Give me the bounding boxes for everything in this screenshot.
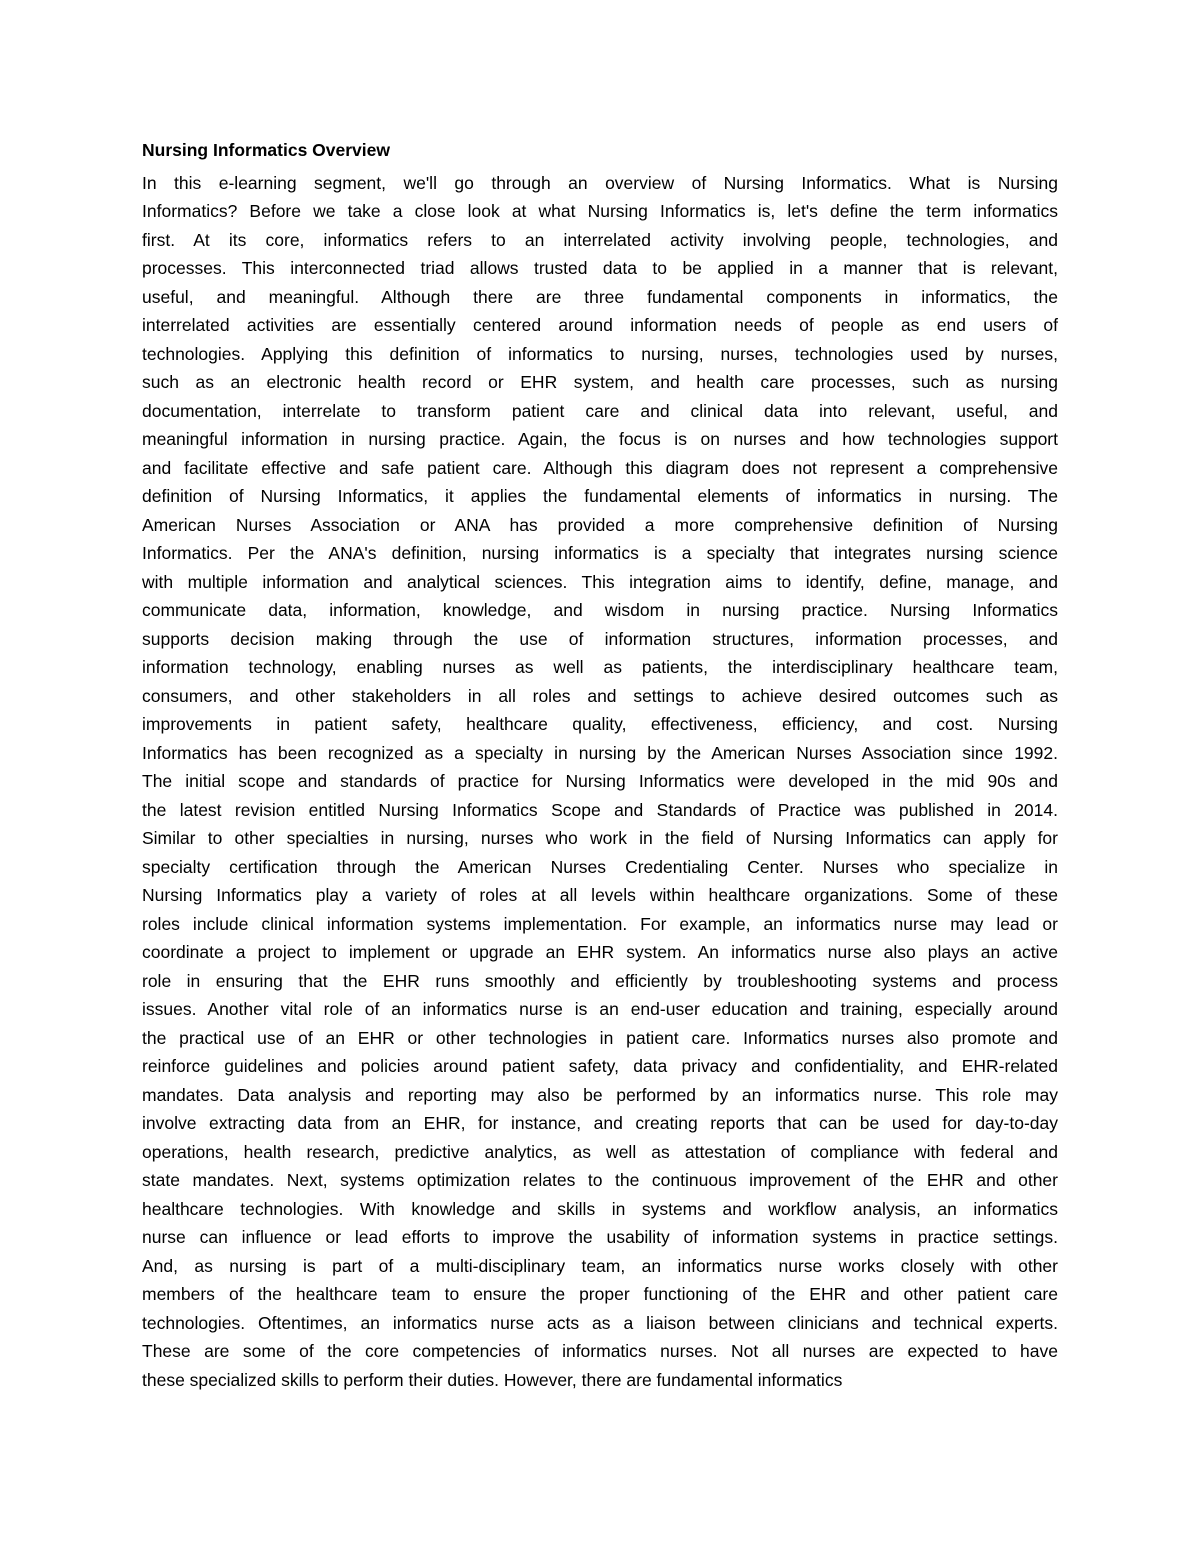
body-text-line: processes. This interconnected triad allows trusted data to be applied in a manner that is relevant, — [142, 258, 1058, 278]
body-text-line: operations, health research, predictive analytics, as well as attestation of compliance with federal and — [142, 1141, 1058, 1162]
body-text-line: improvements in patient safety, healthcare quality, effectiveness, efficiency, and cost. Nursing — [142, 714, 1058, 734]
body-text-line: These are some of the core competencies of informatics nurses. Not all nurses are expected to have — [142, 1341, 1058, 1361]
document-body — [142, 169, 1058, 1395]
body-text-line: with multiple information and analytical sciences. This integration aims to identify, define, manage, and — [142, 571, 1058, 592]
body-text-line: healthcare technologies. With knowledge and skills in systems and workflow analysis, an informatics — [142, 1198, 1058, 1219]
body-text-line: involve extracting data from an EHR, for instance, and creating reports that can be used for day-to-day — [142, 1113, 1058, 1133]
body-text-line: the practical use of an EHR or other technologies in patient care. Informatics nurses also promote and — [142, 1027, 1058, 1048]
body-text-line: meaningful information in nursing practice. Again, the focus is on nurses and how technologies support — [142, 429, 1058, 449]
body-text-line: role in ensuring that the EHR runs smoothly and efficiently by troubleshooting systems and process — [142, 970, 1058, 991]
body-text-line: supports decision making through the use of information structures, information processes, and — [142, 628, 1058, 649]
body-text-line: members of the healthcare team to ensure the proper functioning of the EHR and other patient care — [142, 1284, 1058, 1304]
body-text-line: technologies. Applying this definition of informatics to nursing, nurses, technologies used by nurses, — [142, 343, 1058, 364]
body-text-line: In this e-learning segment, we'll go through an overview of Nursing Informatics. What is Nursing — [142, 172, 1058, 193]
body-text-line: Informatics has been recognized as a specialty in nursing by the American Nurses Association since 1992. — [142, 742, 1058, 763]
body-text-line: nurse can influence or lead efforts to improve the usability of information systems in practice settings. — [142, 1227, 1058, 1247]
body-text-line: information technology, enabling nurses as well as patients, the interdisciplinary healthcare team, — [142, 657, 1058, 677]
body-text-line: and facilitate effective and safe patient care. Although this diagram does not represent a comprehensive — [142, 457, 1058, 478]
body-text-line: Informatics. Per the ANA's definition, nursing informatics is a specialty that integrates nursing science — [142, 543, 1058, 563]
body-text-line: Nursing Informatics play a variety of roles at all levels within healthcare organizations. Some of these — [142, 885, 1058, 905]
document-title: Nursing Informatics Overview — [142, 140, 390, 160]
body-text-line: reinforce guidelines and policies around patient safety, data privacy and confidentiality, and EHR-related — [142, 1056, 1058, 1076]
body-text-line: documentation, interrelate to transform patient care and clinical data into relevant, useful, and — [142, 400, 1058, 421]
body-text-line: state mandates. Next, systems optimization relates to the continuous improvement of the EHR and other — [142, 1170, 1058, 1190]
body-text-line: the latest revision entitled Nursing Informatics Scope and Standards of Practice was published in 2014. — [142, 799, 1058, 820]
body-text-line: specialty certification through the American Nurses Credentialing Center. Nurses who specialize in — [142, 856, 1058, 877]
body-text-line: Informatics? Before we take a close look at what Nursing Informatics is, let's define the term informatics — [142, 201, 1058, 221]
body-text-line: communicate data, information, knowledge, and wisdom in nursing practice. Nursing Informatics — [142, 600, 1058, 620]
document-page — [142, 136, 1058, 1394]
body-text-line: The initial scope and standards of practice for Nursing Informatics were developed in the mid 90s and — [142, 771, 1058, 791]
body-text-line: issues. Another vital role of an informatics nurse is an end-user education and training, especially around — [142, 999, 1058, 1019]
body-text-line: definition of Nursing Informatics, it applies the fundamental elements of informatics in nursing. The — [142, 486, 1058, 506]
body-text-line: coordinate a project to implement or upgrade an EHR system. An informatics nurse also plays an active — [142, 942, 1058, 962]
body-text-line: technologies. Oftentimes, an informatics nurse acts as a liaison between clinicians and technical experts. — [142, 1312, 1058, 1333]
body-text-line: interrelated activities are essentially centered around information needs of people as end users of — [142, 315, 1058, 335]
body-text-line: such as an electronic health record or EHR system, and health care processes, such as nursing — [142, 372, 1058, 392]
body-text-line: consumers, and other stakeholders in all roles and settings to achieve desired outcomes such as — [142, 685, 1058, 706]
body-text-line: roles include clinical information systems implementation. For example, an informatics nurse may lead or — [142, 913, 1058, 934]
body-text-line: And, as nursing is part of a multi-disciplinary team, an informatics nurse works closely with other — [142, 1255, 1058, 1276]
body-text-line: American Nurses Association or ANA has provided a more comprehensive definition of Nursing — [142, 514, 1058, 535]
body-text-line: Similar to other specialties in nursing, nurses who work in the field of Nursing Informatics can apply for — [142, 828, 1058, 848]
body-text-line: mandates. Data analysis and reporting may also be performed by an informatics nurse. This role may — [142, 1084, 1058, 1105]
body-text-line: these specialized skills to perform their duties. However, there are fundamental informatics — [142, 1369, 843, 1390]
body-text-line: useful, and meaningful. Although there are three fundamental components in informatics, the — [142, 286, 1058, 307]
body-text-line: first. At its core, informatics refers to an interrelated activity involving people, technologies, and — [142, 229, 1058, 250]
